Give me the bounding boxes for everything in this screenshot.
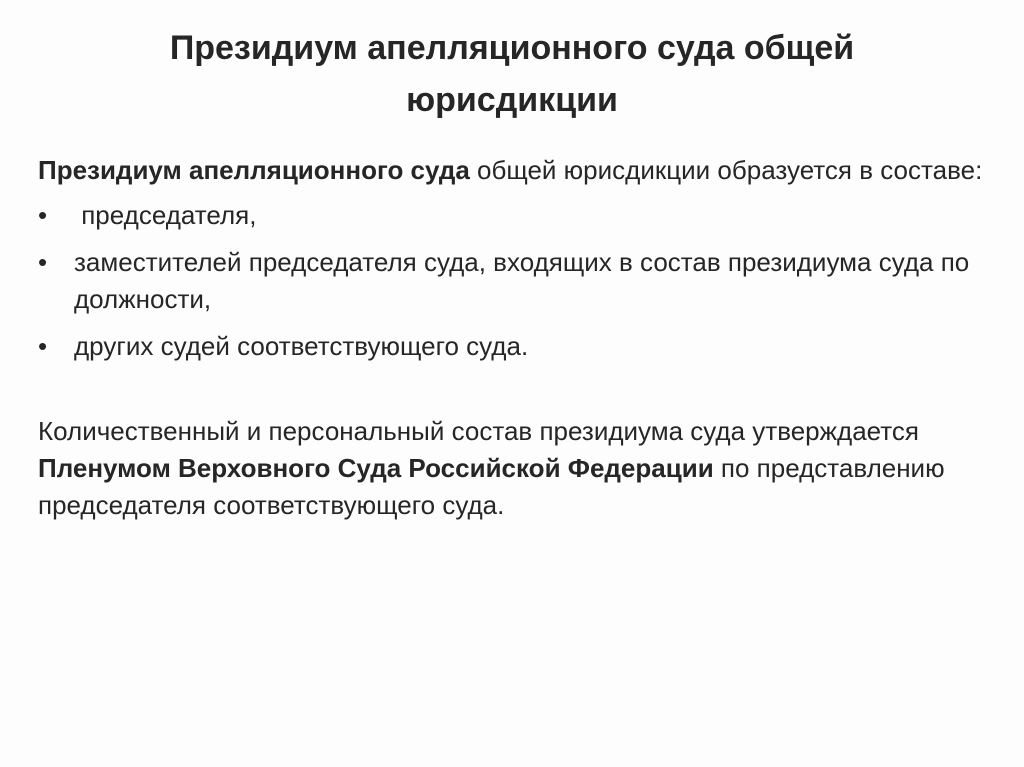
slide-body [38,152,988,524]
list-item [38,328,988,365]
intro-paragraph [38,152,988,189]
intro-bold-text: Президиум апелляционного суда [38,155,470,185]
bullet-icon: • [38,331,48,361]
paragraph-bold-text: Пленумом Верховного Суда Российской Федерации [38,453,714,483]
list-item [38,244,988,318]
composition-list [38,197,988,365]
spacer [38,375,988,413]
list-item [38,197,988,234]
paragraph-text-part1: Количественный и персональный состав президиума суда утверждается [38,416,919,446]
list-item-text: других судей соответствующего суда. [74,331,529,361]
bullet-icon: • [38,247,48,277]
bullet-icon: • [38,200,48,230]
list-item-text: председателя, [74,200,257,230]
list-item-text: заместителей председателя суда, входящих в состав президиума суда по должности, [74,247,970,314]
paragraph-text-part2: по представлению председателя соответствующего суда. [38,453,945,520]
slide-title: Президиум апелляционного суда общей юрисдикции [169,29,855,119]
composition-paragraph [38,413,988,524]
intro-rest-text: общей юрисдикции образуется в составе: [469,155,983,185]
